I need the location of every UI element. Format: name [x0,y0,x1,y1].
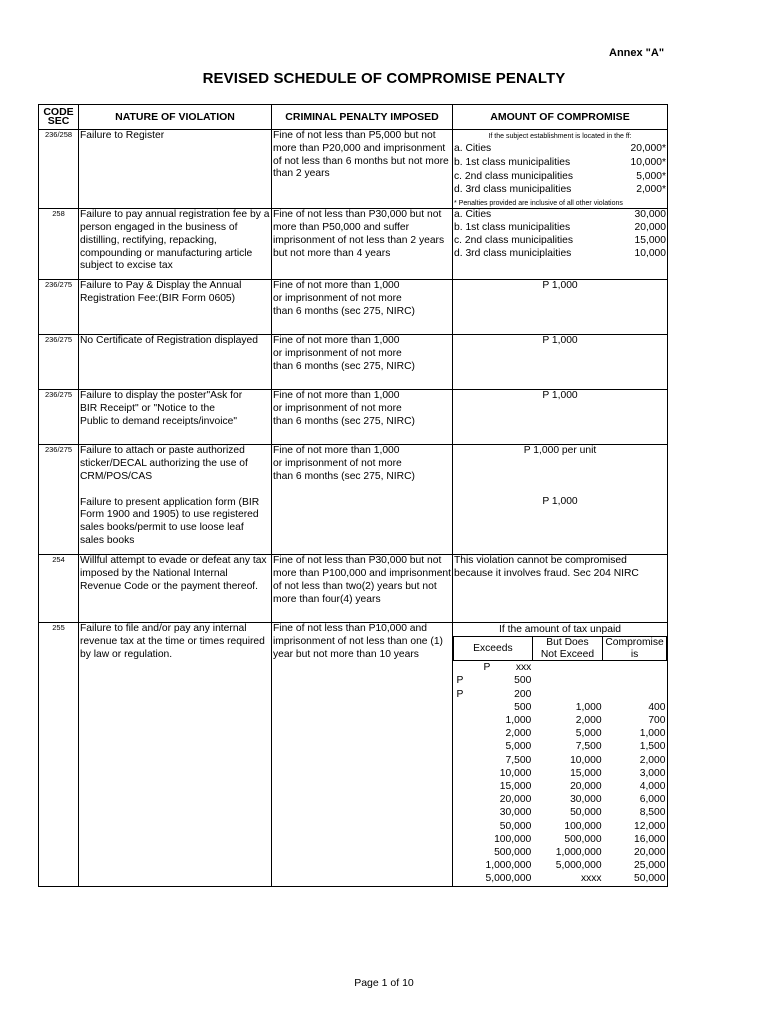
currency-symbol: P [483,662,491,674]
table-row [454,714,667,727]
table-row [39,280,668,335]
penalty-table [38,104,668,887]
table-row [454,767,667,780]
list-item: a. Cities 20,000* [454,143,666,154]
not-exceed-cell: 7,500 [575,741,602,753]
code-cell: 236/275 [39,335,79,390]
currency-symbol: P [456,688,464,700]
list-item: b. 1st class municipalities 10,000* [454,156,666,168]
code-cell: 236/275 [39,445,79,555]
list-item: b. 1st class municipalities 20,000 [454,221,666,233]
table-row [39,623,668,886]
compromise-schedule [453,636,667,885]
table-row [454,846,667,859]
exceeds-cell: 10,000 [499,767,532,779]
header-row [39,105,668,130]
nature-header: NATURE OF VIOLATION [79,105,272,130]
compromise-cell: 1,000 [639,728,666,740]
criminal-header: CRIMINAL PENALTY IMPOSED [272,105,453,130]
list-item: a. Cities 30,000 [454,209,666,221]
code-cell: 236/258 [39,130,79,209]
compromise-cell: 25,000 [634,860,666,872]
not-exceed-cell: 15,000 [570,767,602,779]
page-footer: Page 1 of 10 [354,977,414,989]
table-row [39,209,668,280]
amount-secondary: P 1,000 [542,495,578,507]
compromise-title: If the amount of tax unpaid [499,624,621,636]
exceeds-cell: 1,000,000 [485,860,532,872]
table-row [39,130,668,209]
amount-cell [453,209,668,280]
not-exceed-cell: 500,000 [564,833,602,845]
criminal-cell: Fine of not less than P10,000 and imprisonment of not less than one (1) year but not more than 10 years [272,623,453,886]
compromise-cell: 4,000 [639,780,666,792]
table-row [454,806,667,819]
exceeds-cell: 100,000 [494,833,532,845]
criminal-cell: Fine of not more than 1,000 or imprisonment of not more than 6 months (sec 275, NIRC) [272,335,453,390]
not-exceed-cell: 50,000 [570,807,602,819]
compromise-cell: 8,500 [639,807,666,819]
amount-cell: P 1,000 [453,280,668,335]
amount-cell [453,623,668,886]
exceeds-cell: 2,000 [505,728,532,740]
table-row [454,872,667,885]
compromise-header: Compromise is [603,637,667,661]
nature-cell: Failure to display the poster"Ask for BIR Receipt" or "Notice to the Public to demand receipts/invoice" [79,390,272,445]
criminal-cell: Fine of not more than 1,000 or imprisonment of not more than 6 months (sec 275, NIRC) [272,445,453,555]
compromise-cell: 16,000 [634,833,666,845]
table-row [454,833,667,846]
not-exceed-cell: 30,000 [570,794,602,806]
criminal-cell: Fine of not less than P30,000 but not more than P50,000 and suffer imprisonment of not less than 2 years but not more than 4 years [272,209,453,280]
code-cell: 254 [39,555,79,623]
nature-cell: Failure to file and/or pay any internal revenue tax at the time or times required by law or regulation. [79,623,272,886]
table-row [454,754,667,767]
schedule-body [454,661,667,886]
not-exceed-cell: 5,000,000 [555,860,602,872]
code-cell: 258 [39,209,79,280]
table-row [39,555,668,623]
table-row [454,793,667,806]
table-row [39,390,668,445]
amount-intro: If the subject establishment is located in the ff: [488,133,632,140]
code-cell: 236/275 [39,280,79,335]
amount-cell [453,130,668,209]
code-cell: 236/275 [39,390,79,445]
exceeds-cell: 30,000 [499,807,532,819]
compromise-cell: 3,000 [639,767,666,779]
not-exceed-cell: 10,000 [570,754,602,766]
table-row [454,661,667,701]
table-row [454,740,667,753]
code-sec-header: CODE SEC [39,105,79,130]
nature-cell: Willful attempt to evade or defeat any tax imposed by the National Internal Revenue Code or the payment thereof. [79,555,272,623]
exceeds-cell: 1,000 [505,714,532,726]
exceeds-cell: 5,000,000 [485,873,532,885]
page-title: REVISED SCHEDULE OF COMPROMISE PENALTY [202,70,566,87]
criminal-cell: Fine of not less than P5,000 but not more than P20,000 and imprisonment of not less than 6 months but not more than 2 years [272,130,453,209]
nature-cell: Failure to Pay & Display the Annual Registration Fee:(BIR Form 0605) [79,280,272,335]
compromise-cell: P 200 [456,688,532,700]
table-row [39,335,668,390]
table-row [39,445,668,555]
nature-cell: Failure to Register [79,130,272,209]
nature-secondary: Failure to present application form (BIR Form 1900 and 1905) to use registered sales books/permit to use loose leaf sales books [80,496,260,546]
compromise-cell: 2,000 [639,754,666,766]
amount-cell: P 1,000 [453,335,668,390]
compromise-cell: 1,500 [639,741,666,753]
compromise-cell: 6,000 [639,794,666,806]
exceeds-cell: 20,000 [499,794,532,806]
criminal-cell: Fine of not more than 1,000 or imprisonment of not more than 6 months (sec 275, NIRC) [272,280,453,335]
list-item: c. 2nd class municipalities 15,000 [454,234,666,246]
exceeds-cell: 500 [514,701,532,713]
schedule-header [454,637,667,661]
not-exceed-cell: P 500 [456,675,532,687]
not-exceed-cell: xxxx [580,873,602,885]
exceeds-cell: 15,000 [499,780,532,792]
exceeds-cell: P xxx [483,662,532,674]
criminal-cell: Fine of not more than 1,000 or imprisonment of not more than 6 months (sec 275, NIRC) [272,390,453,445]
table-row [454,859,667,872]
code-cell: 255 [39,623,79,886]
exceeds-cell: 500,000 [494,846,532,858]
annex-label: Annex "A" [609,47,665,59]
amount-header: AMOUNT OF COMPROMISE [453,105,668,130]
amount-note: * Penalties provided are inclusive of all other violations [454,200,623,208]
exceeds-header: Exceeds [454,637,533,661]
not-exceed-cell: 100,000 [564,820,602,832]
list-item: c. 2nd class municipalities 5,000* [454,170,666,182]
amount-cell: This violation cannot be compromised because it involves fraud. Sec 204 NIRC [453,555,668,623]
nature-cell: Failure to pay annual registration fee by a person engaged in the business of distilling, rectifying, repacking, compounding or manufacturing article subject to excise tax [79,209,272,280]
criminal-cell: Fine of not less than P30,000 but not more than P100,000 and imprisonment of not less than two(2) years but not more than four(4) years [272,555,453,623]
compromise-cell: 700 [648,714,666,726]
table-row [454,701,667,714]
exceeds-cell: 5,000 [505,741,532,753]
exceeds-cell: 7,500 [505,754,532,766]
compromise-cell: 400 [648,701,666,713]
not-exceed-cell: 5,000 [575,728,602,740]
table-row [454,780,667,793]
compromise-cell: 20,000 [634,846,666,858]
not-exceed-cell: 1,000 [575,701,602,713]
not-exceed-cell: 20,000 [570,780,602,792]
not-exceed-header: But Does Not Exceed [532,637,602,661]
table-row [454,727,667,740]
list-item: d. 3rd class municiplaities 10,000 [454,247,666,259]
currency-symbol: P [456,675,464,687]
list-item: d. 3rd class municipalities 2,000* [454,184,666,196]
amount-cell: P 1,000 per unit P 1,000 [453,445,668,555]
nature-cell: Failure to attach or paste authorized sticker/DECAL authorizing the use of CRM/POS/CAS Failure to present application form (BIR Form 1900 and 1905) to use registered sales books/permit to use loose leaf sales books [79,445,272,555]
nature-cell: No Certificate of Registration displayed [79,335,272,390]
compromise-cell: 12,000 [634,820,666,832]
exceeds-cell: 50,000 [499,820,532,832]
not-exceed-cell: 1,000,000 [555,846,602,858]
table-row [454,820,667,833]
compromise-cell: 50,000 [634,873,666,885]
not-exceed-cell: 2,000 [575,714,602,726]
amount-cell: P 1,000 [453,390,668,445]
